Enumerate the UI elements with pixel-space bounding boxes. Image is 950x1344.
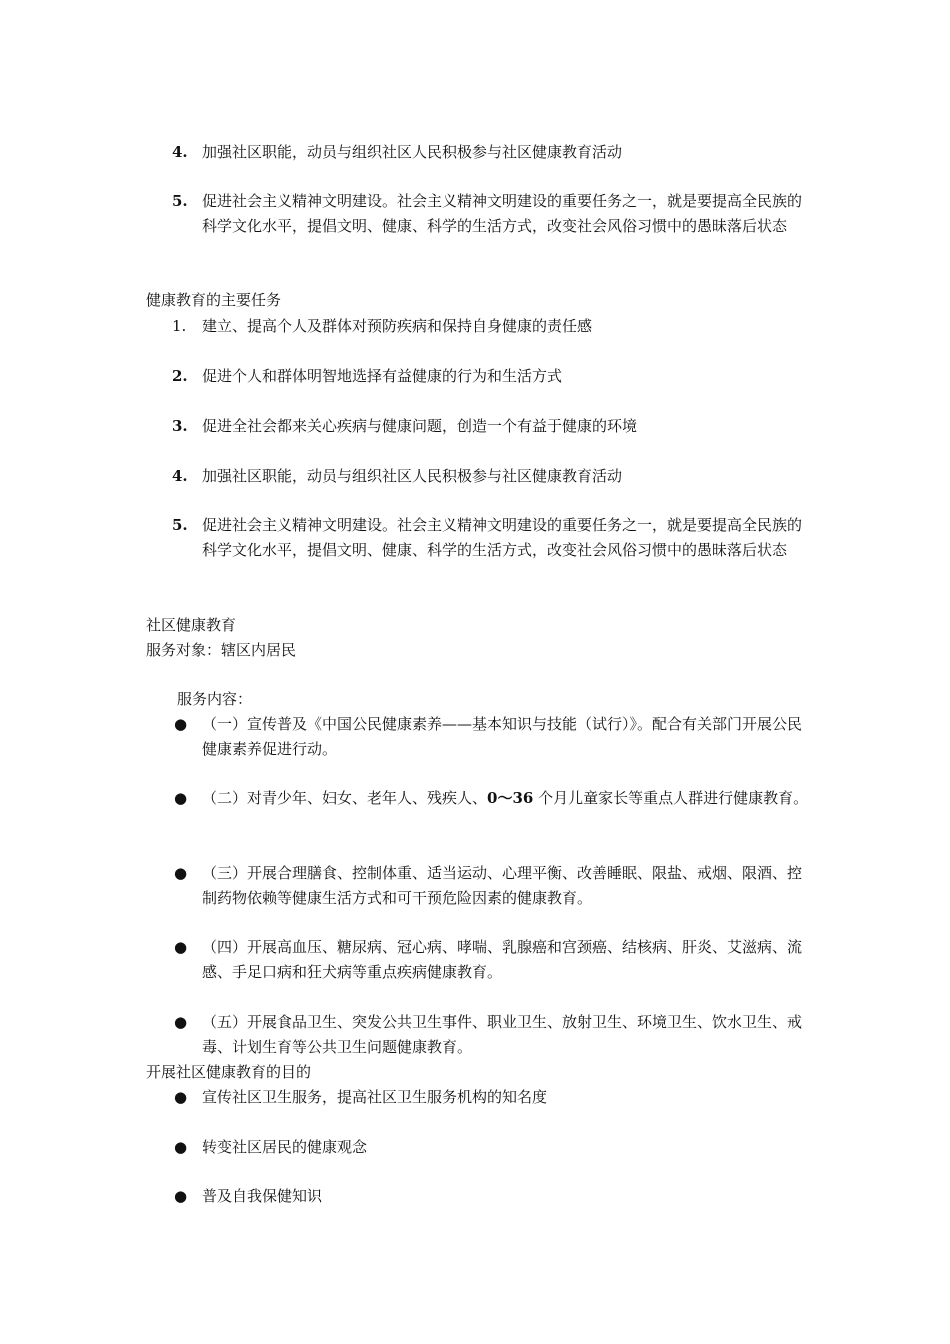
list-item-text: （四）开展高血压、糖尿病、冠心病、哮喘、乳腺癌和宫颈癌、结核病、肝炎、艾滋病、流感、手足口病和狂犬病等重点疾病健康教育。 bbox=[202, 938, 803, 981]
service-target: 服务对象：辖区内居民 bbox=[146, 641, 297, 659]
bullet-icon: ● bbox=[174, 1138, 188, 1156]
service-item-4 bbox=[172, 935, 812, 985]
list-item-text: 建立、提高个人及群体对预防疾病和保持自身健康的责任感 bbox=[202, 317, 593, 335]
list-number: 4. bbox=[172, 143, 188, 161]
list-item-text: （一）宣传普及《中国公民健康素养——基本知识与技能（试行）》。配合有关部门开展公民健康素养促进行动。 bbox=[202, 715, 803, 758]
bullet-icon: ● bbox=[174, 1013, 188, 1031]
bullet-icon: ● bbox=[174, 1187, 188, 1205]
service-item-2 bbox=[172, 786, 812, 811]
service-item-5 bbox=[172, 1010, 812, 1060]
purpose-item-1 bbox=[172, 1085, 812, 1110]
list-item-text: 加强社区职能，动员与组织社区人民积极参与社区健康教育活动 bbox=[202, 467, 623, 485]
section-heading-tasks: 健康教育的主要任务 bbox=[146, 291, 282, 309]
list-number: 5. bbox=[172, 516, 188, 534]
bullet-icon: ● bbox=[174, 864, 188, 882]
list-item-text: 加强社区职能，动员与组织社区人民积极参与社区健康教育活动 bbox=[202, 143, 623, 161]
list-item-text: 促进社会主义精神文明建设。社会主义精神文明建设的重要任务之一，就是要提高全民族的科学文化水平，提倡文明、健康、科学的生活方式，改变社会风俗习惯中的愚昧落后状态 bbox=[202, 192, 803, 235]
bullet-icon: ● bbox=[174, 938, 188, 956]
task-item-4 bbox=[172, 464, 812, 489]
list-item-text: 转变社区居民的健康观念 bbox=[202, 1138, 368, 1156]
item-text-part: （二）对青少年、妇女、老年人、残疾人、 bbox=[202, 789, 488, 807]
list-number: 3. bbox=[172, 417, 188, 435]
service-item-1 bbox=[172, 712, 812, 762]
list-item-text: （五）开展食品卫生、突发公共卫生事件、职业卫生、放射卫生、环境卫生、饮水卫生、戒毒、计划生育等公共卫生问题健康教育。 bbox=[202, 1013, 803, 1056]
bullet-icon: ● bbox=[174, 1088, 188, 1106]
list-item-text: 宣传社区卫生服务，提高社区卫生服务机构的知名度 bbox=[202, 1088, 548, 1106]
list-number: 5. bbox=[172, 192, 188, 210]
task-item-3 bbox=[172, 414, 812, 439]
list-number: 1. bbox=[172, 317, 187, 335]
service-item-3 bbox=[172, 861, 812, 911]
purpose-item-2 bbox=[172, 1135, 812, 1160]
list-number: 4. bbox=[172, 467, 188, 485]
list-item-text: 促进社会主义精神文明建设。社会主义精神文明建设的重要任务之一，就是要提高全民族的科学文化水平，提倡文明、健康、科学的生活方式，改变社会风俗习惯中的愚昧落后状态 bbox=[202, 516, 803, 559]
list-item-text: 促进全社会都来关心疾病与健康问题，创造一个有益于健康的环境 bbox=[202, 417, 638, 435]
section-heading-community: 社区健康教育 bbox=[146, 616, 237, 634]
list-number: 2. bbox=[172, 367, 188, 385]
age-range: 0～36 bbox=[487, 789, 534, 807]
section-heading-purpose: 开展社区健康教育的目的 bbox=[146, 1063, 312, 1081]
list-item-top-4 bbox=[172, 140, 812, 165]
purpose-item-3 bbox=[172, 1184, 812, 1209]
list-item-top-5 bbox=[172, 189, 812, 239]
list-item-text: 普及自我保健知识 bbox=[202, 1187, 323, 1205]
list-item-text bbox=[202, 786, 812, 811]
service-content-label: 服务内容： bbox=[177, 690, 253, 708]
bullet-icon: ● bbox=[174, 715, 188, 733]
task-item-2 bbox=[172, 364, 812, 389]
list-item-text: 促进个人和群体明智地选择有益健康的行为和生活方式 bbox=[202, 367, 563, 385]
bullet-icon: ● bbox=[174, 789, 188, 807]
item-text-part: 个月儿童家长等重点人群进行健康教育。 bbox=[533, 789, 809, 807]
task-item-5 bbox=[172, 513, 812, 563]
task-item-1 bbox=[172, 314, 812, 339]
list-item-text: （三）开展合理膳食、控制体重、适当运动、心理平衡、改善睡眠、限盐、戒烟、限酒、控制药物依赖等健康生活方式和可干预危险因素的健康教育。 bbox=[202, 864, 803, 907]
